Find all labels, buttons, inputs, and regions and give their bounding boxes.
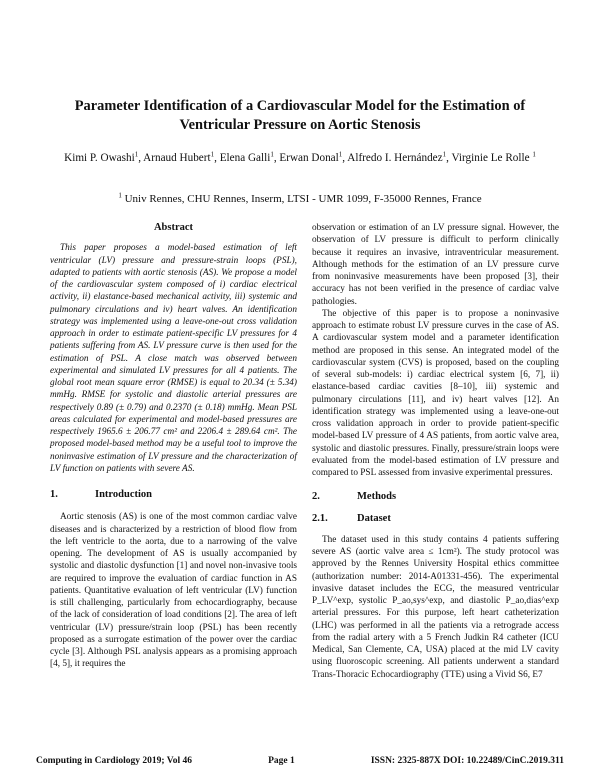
right-column <box>312 222 559 681</box>
section-title: Methods <box>357 491 397 503</box>
abstract-heading: Abstract <box>153 222 194 233</box>
author: Virginie Le Rolle $^1$ <box>451 150 536 164</box>
page-footer <box>36 756 564 766</box>
dataset-paragraph: The dataset used in this study contains 4 patients suffering severe AS (aortic valve area ≤ 1cm²). The study protocol was approved by the Rennes University Hospital ethics committee (authorization number: 2014-A01331-456). The experimental invasive dataset includes the ECG, the measured ventricular P_LV^exp, systolic P_ao,sys^exp, and diastolic P_ao,dias^exp arterial pressures. For this purpose, left heart catheterization (LHC) was performed in all the patients via a retrograde access from the radial artery with a 5 French Judkin R4 catheter (ICU Medical, San Clemente, CA, USA) placed at the mid LV cavity using fluoroscopic screening. All patients underwent a standard Trans-Thoracic Echocardiography (TTE) using a Vivid S6, E7 <box>312 534 559 680</box>
author: Kimi P. Owashi$^1$ <box>64 150 139 164</box>
introduction-paragraph: The objective of this paper is to propose a noninvasive approach to estimate robust LV pressure curves in the case of AS. A cardiovascular system model and a parameter identification method are proposed in this sense. An integrated model of the cardiovascular system (CVS) is proposed, based on the coupling of several sub-models: i) cardiac electrical system [6, 7], ii) elastance-based cardiac cavities [8–10], iii) systemic and pulmonary circulations [11], and iv) heart valves [12]. An identification strategy was implemented using a leave-one-out cross validation approach in order to provide patient-specific model-based LV pressure of 4 AS patients, from aortic valve area, systolic and diastolic pressures. Finally, pressure/strain loops were evaluated from the model-based estimation of LV pressure and compared to PSL assessed from invasive experimental pressures. <box>312 308 559 478</box>
introduction-paragraph: Aortic stenosis (AS) is one of the most common cardiac valve diseases and is characterized by a restriction of blood flow from the left ventricle to the aorta, due to a narrowing of the valve opening. The development of AS is usually accompanied by systolic and diastolic dysfunction [1] and novel non-invasive tools are required to improve the evaluation of cardiac function in AS patients. Quantitative evaluation of left ventricular (LV) function is still challenging, particularly from echocardiography, because of the lack of consideration of load conditions [2]. The area of left ventricular (LV) pressure/strain loop (PSL) has been recently proposed as a surrogate estimation of the power over the cardiac cycle [3]. Although PSL analysis appears as a promising approach [4, 5], it requires the <box>50 512 297 670</box>
paper-title: Parameter Identification of a Cardiovascular Model for the Estimation of Ventricular Pressure on Aortic Stenosis <box>74 98 526 133</box>
section-number: 2. <box>312 491 320 503</box>
introduction-heading <box>50 489 297 501</box>
author-list: Kimi P. Owashi$^1$, Arnaud Hubert$^1$, Elena Galli$^1$, Erwan Donal$^1$, Alfredo I. Hernández$^1$, Virginie Le Rolle $^1$ <box>64 150 536 164</box>
footer-ids: ISSN: 2325-887X DOI: 10.22489/CinC.2019.311 <box>370 756 564 766</box>
author: Elena Galli$^1$ <box>219 150 274 164</box>
footer-conference: Computing in Cardiology 2019; Vol 46 <box>36 756 192 766</box>
author: Erwan Donal$^1$ <box>279 150 343 164</box>
introduction-paragraph-continued: observation or estimation of an LV pressure signal. However, the observation of LV pressure is difficult to perform clinically because it requires an invasive, intraventricular measurement. Although methods for the estimation of an LV pressure curve from noninvasive measurements have been proposed [3], their accuracy has not been verified in the presence of cardiac valve pathologies. <box>312 223 559 307</box>
left-column <box>50 222 297 671</box>
subsection-number: 2.1. <box>312 512 328 524</box>
dataset-subheading <box>312 513 559 525</box>
affiliation-text: Univ Rennes, CHU Rennes, Inserm, LTSI - UMR 1099, F-35000 Rennes, France <box>124 193 482 205</box>
affiliation-marker: 1 <box>118 191 122 200</box>
abstract-text: This paper proposes a model-based estimation of left ventricular (LV) pressure and pressure-strain loops (PSL), adapted to patients with aortic stenosis (AS). We propose a model of the cardiovascular system composed of i) cardiac electrical activity, ii) elastance-based mechanical activity, iii) systemic and pulmonary circulations and iv) heart valves. An identification strategy was implemented using a leave-one-out cross validation approach in order to estimate patient-specific LV pressures for 4 patients suffering from AS. LV pressure curve is then used for the estimation of PSL. A close match was observed between experimental and simulated LV pressures for all 4 patients. The global root mean square error (RMSE) is equal to 20.34 (± 5.34) mmHg. RMSE for systolic and diastolic arterial pressures are respectively 0.89 (± 0.79) and 0.2370 (± 0.18) mmHg. Mean PSL areas calculated for experimental and model-based pressures are respectively 1965.6 ± 206.77 cm² and 2206.4 ± 289.64 cm². The proposed model-based method may be a useful tool to improve the noninvasive estimation of LV pressure and the characterization of LV function on patients with severe AS. <box>50 243 297 474</box>
section-number: 1. <box>50 489 58 500</box>
footer-page: Page 1 <box>268 756 295 766</box>
author: Arnaud Hubert$^1$ <box>143 150 215 164</box>
affiliation <box>60 192 540 206</box>
section-title: Introduction <box>95 489 152 500</box>
author: Alfredo I. Hernández$^1$ <box>347 150 447 164</box>
subsection-title: Dataset <box>357 512 391 524</box>
methods-heading <box>312 491 559 503</box>
